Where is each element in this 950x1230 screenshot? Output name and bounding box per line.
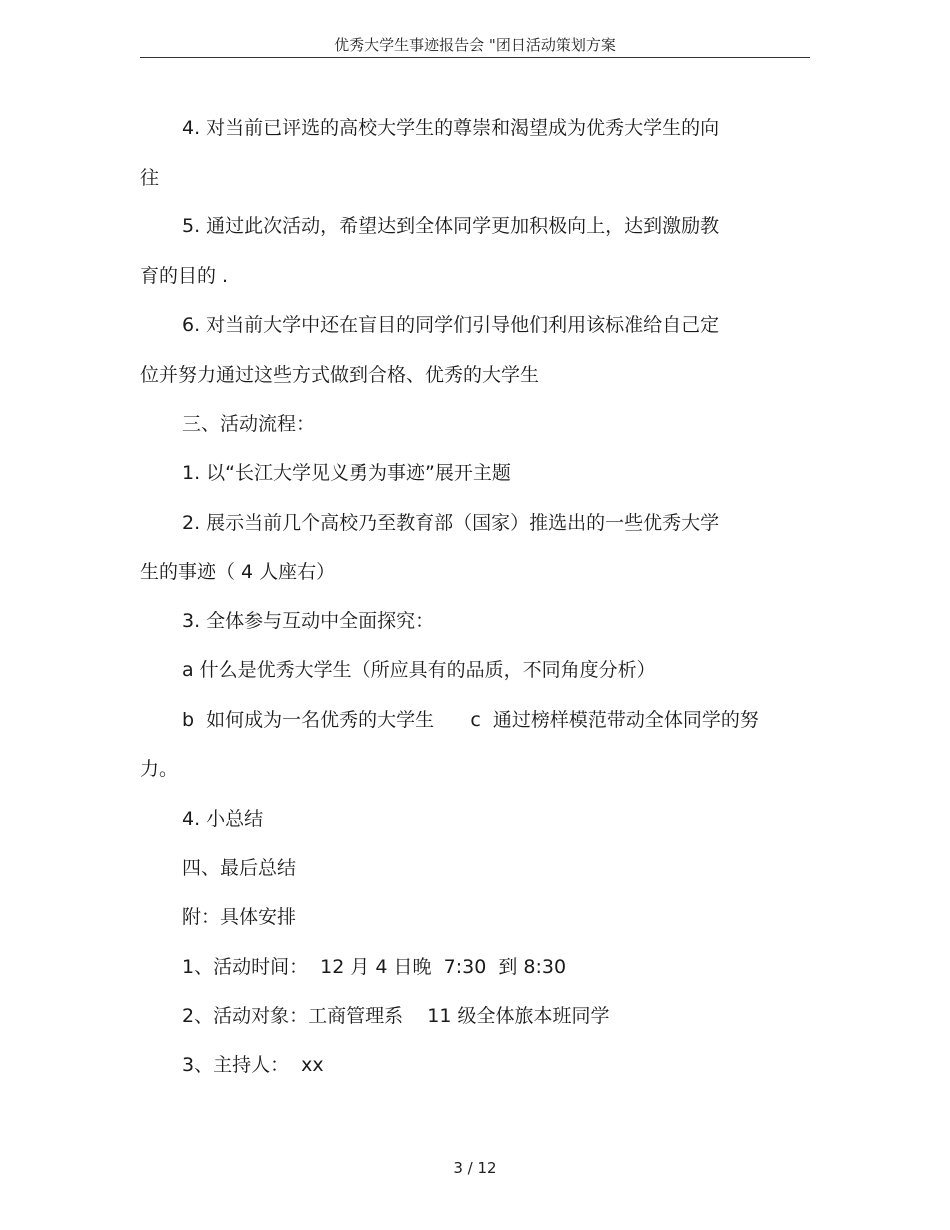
text-line: 位并努力通过这些方式做到合格、优秀的大学生 (140, 364, 540, 386)
text-line: 育的目的 . (140, 265, 229, 287)
text-line: 6. 对当前大学中还在盲目的同学们引导他们利用该标准给自己定 (182, 314, 720, 336)
text-line: 2、活动对象：工商管理系 11 级全体旅本班同学 (182, 1005, 610, 1027)
page-number: 3 / 12 (453, 1159, 497, 1177)
text-line: 3、主持人： xx (182, 1054, 324, 1076)
text-line: 3. 全体参与互动中全面探究： (182, 610, 435, 632)
text-line: 2. 展示当前几个高校乃至教育部（国家）推选出的一些优秀大学 (182, 512, 720, 534)
text-line: 4. 小总结 (182, 808, 264, 830)
text-line: 4. 对当前已评选的高校大学生的尊崇和渴望成为优秀大学生的向 (182, 117, 720, 139)
section-heading: 四、最后总结 (182, 857, 297, 879)
page-header-title: 优秀大学生事迹报告会 "团日活动策划方案 (334, 36, 616, 54)
text-line: 往 (140, 167, 160, 189)
text-line: b 如何成为一名优秀的大学生 c 通过榜样模范带动全体同学的努 (182, 709, 759, 731)
text-line: 生的事迹（ 4 人座右） (140, 561, 336, 583)
text-line: 5. 通过此次活动，希望达到全体同学更加积极向上，达到激励教 (182, 215, 720, 237)
section-heading: 三、活动流程： (182, 413, 316, 435)
header-divider (140, 57, 810, 58)
text-line: 附：具体安排 (182, 906, 297, 928)
text-line: 1. 以“长江大学见义勇为事迹”展开主题 (182, 462, 511, 484)
text-line: a 什么是优秀大学生（所应具有的品质，不同角度分析） (182, 659, 656, 681)
text-line: 力。 (140, 758, 179, 780)
text-line: 1、活动时间： 12 月 4 日晚 7:30 到 8:30 (182, 956, 567, 978)
